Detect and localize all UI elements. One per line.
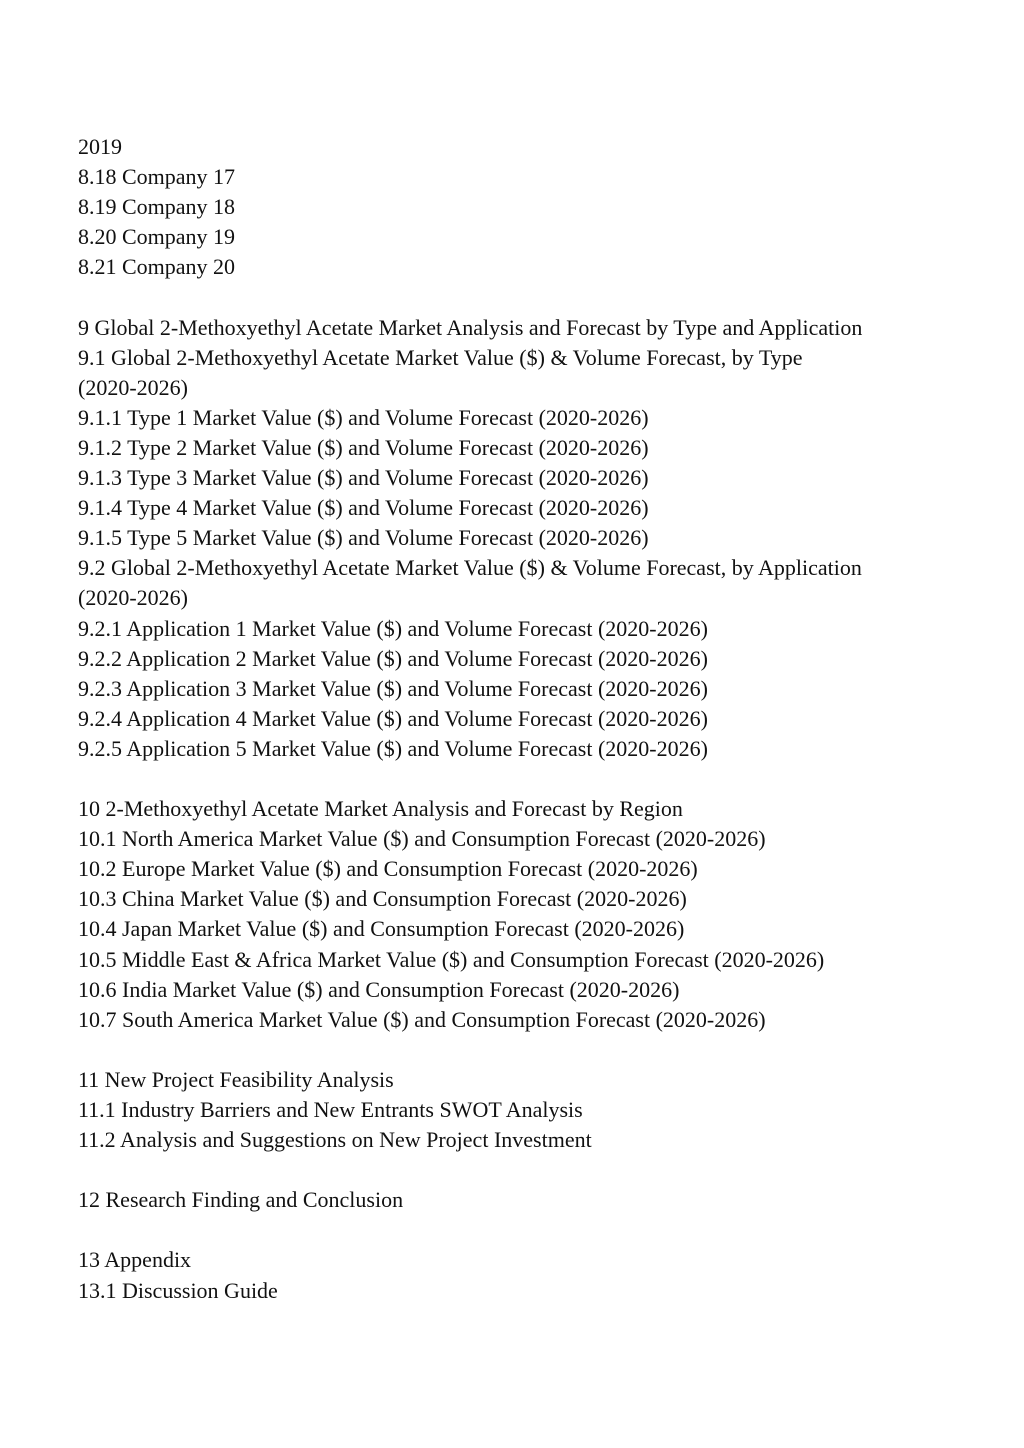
toc-line: 9.2 Global 2-Methoxyethyl Acetate Market Value ($) & Volume Forecast, by Application (78, 555, 862, 581)
toc-line: 10.5 Middle East & Africa Market Value ($) and Consumption Forecast (2020-2026) (78, 946, 825, 972)
toc-line: 10.6 India Market Value ($) and Consumption Forecast (2020-2026) (78, 976, 680, 1002)
toc-line: 9.1 Global 2-Methoxyethyl Acetate Market Value ($) & Volume Forecast, by Type (78, 344, 803, 370)
toc-line: (2020-2026) (78, 374, 188, 400)
toc-line: (2020-2026) (78, 585, 188, 611)
toc-heading: 9 Global 2-Methoxyethyl Acetate Market Analysis and Forecast by Type and Application (78, 314, 863, 340)
block-spacer (78, 764, 978, 794)
toc-block-section-12 (78, 1185, 978, 1215)
toc-line: 9.1.1 Type 1 Market Value ($) and Volume Forecast (2020-2026) (78, 404, 649, 430)
toc-line: 11.1 Industry Barriers and New Entrants SWOT Analysis (78, 1097, 583, 1122)
block-spacer (78, 1155, 978, 1185)
toc-line: 13.1 Discussion Guide (78, 1277, 278, 1303)
toc-line: 8.20 Company 19 (78, 224, 236, 250)
toc-heading: 13 Appendix (78, 1247, 192, 1273)
document-page (78, 132, 978, 1306)
toc-line: 9.2.3 Application 3 Market Value ($) and Volume Forecast (2020-2026) (78, 675, 708, 701)
toc-line: 9.1.4 Type 4 Market Value ($) and Volume Forecast (2020-2026) (78, 495, 649, 521)
toc-line: 10.7 South America Market Value ($) and Consumption Forecast (2020-2026) (78, 1006, 766, 1032)
toc-line: 10.3 China Market Value ($) and Consumption Forecast (2020-2026) (78, 886, 687, 912)
toc-line: 11.2 Analysis and Suggestions on New Project Investment (78, 1127, 592, 1153)
toc-heading: 10 2-Methoxyethyl Acetate Market Analysis and Forecast by Region (78, 796, 683, 822)
toc-line: 10.4 Japan Market Value ($) and Consumption Forecast (2020-2026) (78, 916, 685, 942)
toc-block-section-9 (78, 313, 978, 764)
toc-line: 10.1 North America Market Value ($) and Consumption Forecast (2020-2026) (78, 826, 766, 852)
toc-heading: 11 New Project Feasibility Analysis (78, 1066, 394, 1092)
toc-heading: 12 Research Finding and Conclusion (78, 1187, 404, 1213)
toc-line: 9.1.5 Type 5 Market Value ($) and Volume Forecast (2020-2026) (78, 525, 649, 551)
toc-block-section-10 (78, 794, 978, 1035)
toc-line: 9.2.2 Application 2 Market Value ($) and Volume Forecast (2020-2026) (78, 645, 708, 671)
toc-block-section-13 (78, 1245, 978, 1305)
block-spacer (78, 282, 978, 312)
block-spacer (78, 1035, 978, 1065)
block-spacer (78, 1215, 978, 1245)
toc-line: 8.19 Company 18 (78, 194, 236, 220)
toc-line: 8.18 Company 17 (78, 164, 236, 190)
toc-block-companies (78, 132, 978, 282)
toc-line: 8.21 Company 20 (78, 254, 236, 280)
toc-line: 9.2.4 Application 4 Market Value ($) and Volume Forecast (2020-2026) (78, 705, 708, 731)
toc-line: 10.2 Europe Market Value ($) and Consumption Forecast (2020-2026) (78, 856, 698, 882)
toc-line: 9.2.5 Application 5 Market Value ($) and Volume Forecast (2020-2026) (78, 735, 708, 761)
toc-line: 9.1.2 Type 2 Market Value ($) and Volume Forecast (2020-2026) (78, 434, 649, 460)
toc-line: 2019 (78, 134, 122, 159)
toc-block-section-11 (78, 1065, 978, 1155)
toc-line: 9.1.3 Type 3 Market Value ($) and Volume Forecast (2020-2026) (78, 465, 649, 491)
toc-line: 9.2.1 Application 1 Market Value ($) and Volume Forecast (2020-2026) (78, 615, 708, 641)
